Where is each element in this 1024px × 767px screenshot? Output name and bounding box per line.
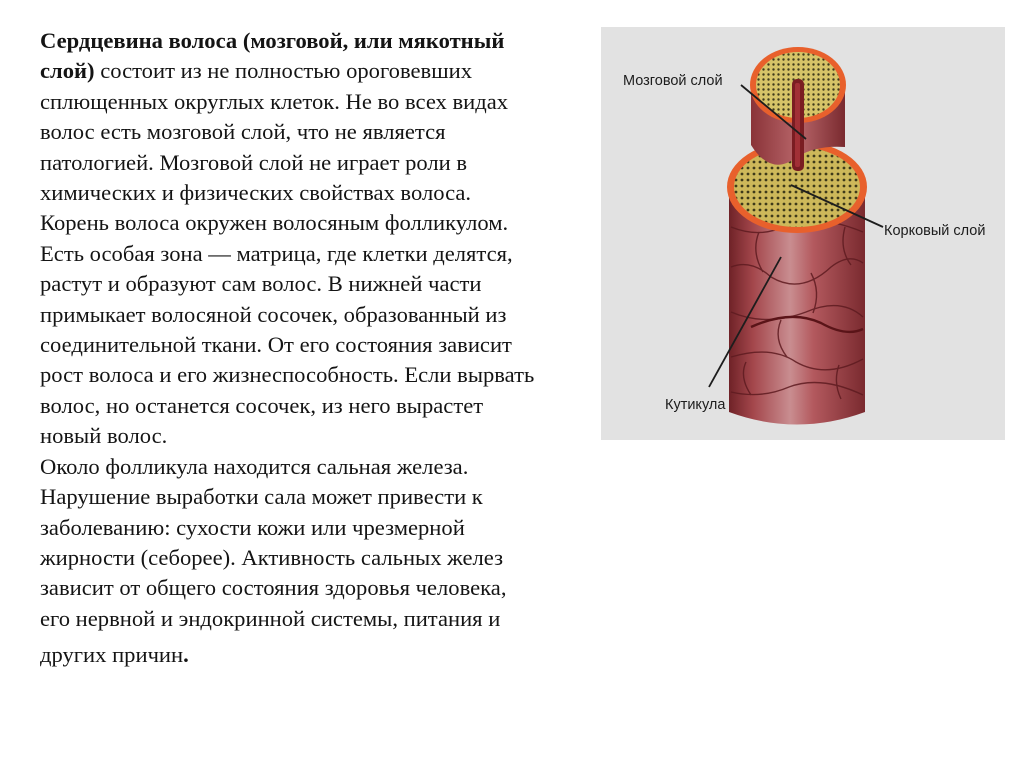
text-span: новый волос. [40,423,168,449]
text-line [40,300,610,330]
text-span: Около фолликула находится сальная железа. [40,453,469,479]
hair-structure-figure [601,27,1005,440]
text-line [40,208,610,238]
text-span: соединительной ткани. От его состояния зависит [40,332,512,358]
text-line [40,360,610,390]
text-span: Есть особая зона — матрица, где клетки делятся, [40,240,513,266]
text-line [40,117,610,147]
label-cortex: Корковый слой [884,223,986,239]
text-span: зависит от общего состояния здоровья человека, [40,575,507,601]
text-span: примыкает волосяной сосочек, образованный из [40,301,507,327]
hair-diagram [601,27,1005,440]
text-line [40,87,610,117]
text-line [40,178,610,208]
text-line [40,56,610,86]
bold-text: . [183,642,189,668]
text-span: его нервной и эндокринной системы, питания и [40,605,501,631]
text-line [40,148,610,178]
text-span: химических и физических свойствах волоса. [40,180,472,206]
text-span: Нарушение выработки сала может привести к [40,484,483,510]
text-line [40,269,610,299]
text-line [40,26,610,56]
text-line [40,513,610,543]
text-line [40,421,610,451]
text-line [40,640,610,670]
text-line [40,452,610,482]
text-span: заболеванию: сухости кожи или чрезмерной [40,514,465,540]
text-span: Корень волоса окружен волосяным фолликулом. [40,210,509,236]
label-cuticle: Кутикула [665,397,726,413]
bold-text: слой) [40,58,95,84]
text-span: сплющенных округлых клеток. Не во всех видах [40,88,509,114]
text-span: рост волоса и его жизнеспособность. Если вырвать [40,362,535,388]
text-line [40,239,610,269]
text-line [40,604,610,634]
text-line [40,391,610,421]
text-line [40,573,610,603]
text-span: других причин [40,642,184,668]
label-medulla: Мозговой слой [623,73,723,89]
bold-text: Сердцевина волоса (мозговой, или мякотный [40,28,505,53]
text-line [40,543,610,573]
text-span: волос, но останется сосочек, из него вырастет [40,392,484,418]
text-span: патологией. Мозговой слой не играет роли в [40,149,468,175]
body-text [40,26,610,671]
text-line [40,330,610,360]
text-span: состоит из не полностью ороговевших [94,58,472,84]
text-span: растут и образуют сам волос. В нижней части [40,271,482,297]
text-span: жирности (себорее). Активность сальных желез [40,544,504,570]
text-span: волос есть мозговой слой, что не является [40,119,446,145]
text-line [40,482,610,512]
